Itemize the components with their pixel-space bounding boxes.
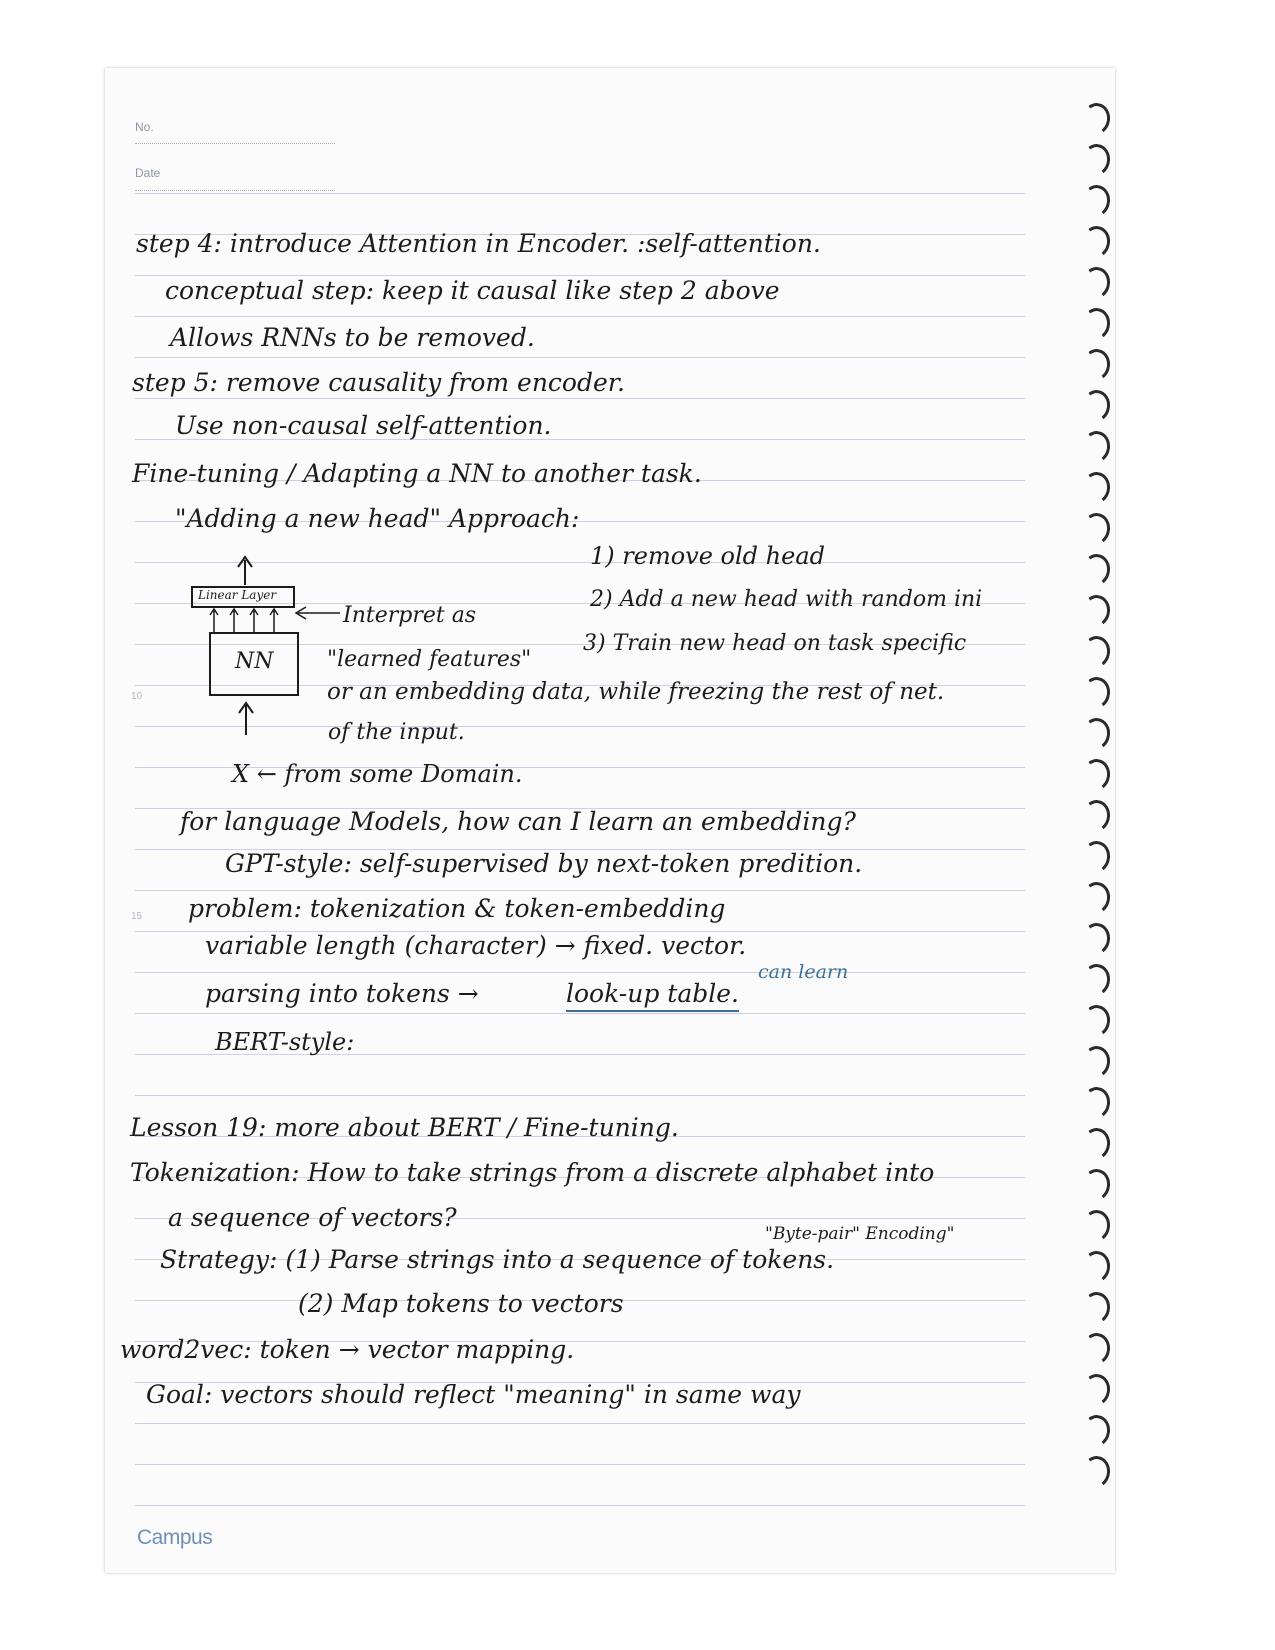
note-line: problem: tokenization & token-embedding: [188, 894, 726, 923]
note-line: for language Models, how can I learn an embedding?: [180, 807, 856, 836]
ruled-line: [135, 316, 1025, 317]
note-line: conceptual step: keep it causal like step 2 above: [165, 276, 780, 305]
note-line: Allows RNNs to be removed.: [170, 323, 535, 352]
note-line: Goal: vectors should reflect "meaning" in same way: [146, 1380, 801, 1409]
linear-layer-label: Linear Layer: [198, 588, 277, 602]
note-line: 3) Train new head on task specific: [583, 631, 967, 656]
ruled-line: [135, 890, 1025, 891]
note-line: of the input.: [328, 720, 465, 745]
ruled-line: [135, 972, 1025, 973]
note-line: Lesson 19: more about BERT / Fine-tuning.: [130, 1113, 679, 1142]
note-line: GPT-style: self-supervised by next-token predition.: [225, 849, 863, 878]
ruled-line: [135, 1013, 1025, 1014]
note-annotation: can learn: [758, 961, 849, 983]
ruled-line: [135, 357, 1025, 358]
note-line: 2) Add a new head with random ini: [590, 587, 983, 612]
ruled-line: [135, 193, 1025, 194]
note-line: variable length (character) → fixed. vector.: [205, 931, 747, 960]
note-line: word2vec: token → vector mapping.: [120, 1335, 575, 1364]
note-line: or an embedding data, while freezing the rest of net.: [327, 679, 945, 705]
date-label: Date: [135, 166, 161, 180]
note-line: Tokenization: How to take strings from a discrete alphabet into: [130, 1158, 935, 1187]
note-line: Strategy: (1) Parse strings into a sequence of tokens.: [160, 1245, 835, 1274]
note-line: step 5: remove causality from encoder.: [132, 368, 625, 397]
brand-logo: Campus: [137, 1526, 213, 1549]
note-line: Interpret as: [343, 603, 477, 628]
nn-head-diagram: [180, 545, 350, 775]
ruled-line: [135, 1464, 1025, 1465]
note-annotation: "Byte-pair" Encoding": [765, 1224, 955, 1244]
note-line: (2) Map tokens to vectors: [298, 1289, 624, 1318]
note-line: "learned features": [327, 647, 532, 672]
ruled-line: [135, 1423, 1025, 1424]
margin-number: 15: [131, 911, 143, 922]
note-line: parsing into tokens →: [205, 979, 479, 1008]
no-label: No.: [135, 120, 154, 134]
note-line: BERT-style:: [215, 1028, 355, 1056]
note-line: "Adding a new head" Approach:: [175, 504, 580, 533]
note-line: Fine-tuning / Adapting a NN to another task.: [132, 459, 702, 488]
note-line: Use non-causal self-attention.: [175, 411, 552, 440]
margin-number: 10: [131, 691, 143, 702]
date-field: [135, 190, 335, 191]
note-line: 1) remove old head: [590, 542, 825, 570]
no-field: [135, 143, 335, 144]
note-line-underlined: look-up table.: [566, 978, 739, 1012]
ruled-line: [135, 1095, 1025, 1096]
nn-box-label: NN: [235, 649, 274, 674]
note-line: step 4: introduce Attention in Encoder. :self-attention.: [136, 229, 821, 258]
note-line: X ← from some Domain.: [232, 760, 523, 788]
note-line: a sequence of vectors?: [168, 1203, 457, 1232]
ruled-line: [135, 1505, 1025, 1506]
